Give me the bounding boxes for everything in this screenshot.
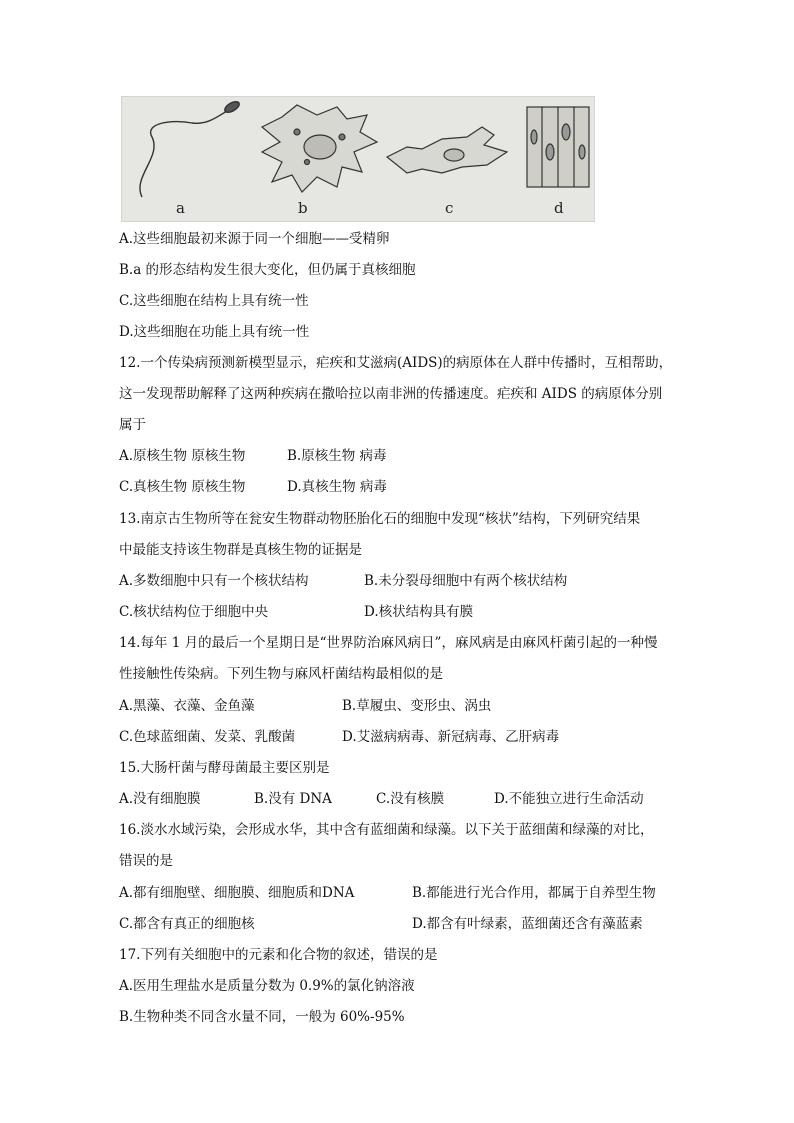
figure-label-c: c (445, 199, 454, 217)
q12-stem-line3: 属于 (119, 417, 146, 433)
q16-option-d: D.都含有叶绿素，蓝细菌还含有藻蓝素 (412, 916, 643, 932)
q15-option-a: A.没有细胞膜 (119, 791, 201, 807)
q15-option-d: D.不能独立进行生命活动 (494, 791, 644, 807)
q12-option-b: B.原核生物 病毒 (287, 448, 387, 464)
columnar-cells-drawing (527, 107, 589, 187)
q12-stem-line1: 12.一个传染病预测新模型显示，疟疾和艾滋病(AIDS)的病原体在人群中传播时，互相帮助， (119, 355, 673, 371)
q16-stem-line1: 16.淡水水域污染，会形成水华，其中含有蓝细菌和绿藻。以下关于蓝细菌和绿藻的对比， (119, 822, 654, 838)
q14-stem-line2: 性接触性传染病。下列生物与麻风杆菌结构最相似的是 (119, 666, 443, 682)
figure-label-a: a (176, 199, 185, 217)
figure-label-b: b (298, 199, 308, 217)
branched-cell-drawing (262, 105, 377, 192)
q17-option-a: A.医用生理盐水是质量分数为 0.9%的氯化钠溶液 (119, 978, 415, 994)
q14-option-d: D.艾滋病病毒、新冠病毒、乙肝病毒 (342, 729, 560, 745)
q16-option-a: A.都有细胞壁、细胞膜、细胞质和DNA (119, 885, 355, 901)
q13-option-d: D.核状结构具有膜 (364, 604, 474, 620)
figure-label-d: d (554, 199, 564, 217)
q15-option-c: C.没有核膜 (376, 791, 445, 807)
q12-option-c: C.真核生物 原核生物 (119, 479, 246, 495)
q11-option-a: A.这些细胞最初来源于同一个细胞——受精卵 (119, 231, 390, 247)
q13-stem-line2: 中最能支持该生物群是真核生物的证据是 (119, 542, 362, 558)
q11-option-d: D.这些细胞在功能上具有统一性 (119, 324, 310, 340)
q13-option-c: C.核状结构位于细胞中央 (119, 604, 269, 620)
q12-option-a: A.原核生物 原核生物 (119, 448, 246, 464)
q15-stem: 15.大肠杆菌与酵母菌最主要区别是 (119, 760, 330, 776)
elongated-cell-drawing (387, 127, 507, 173)
q12-option-d: D.真核生物 病毒 (287, 479, 387, 495)
q16-option-b: B.都能进行光合作用，都属于自养型生物 (412, 885, 656, 901)
q13-stem-line1: 13.南京古生物所等在瓮安生物群动物胚胎化石的细胞中发现“核状”结构，下列研究结果 (119, 511, 641, 527)
q11-option-b: B.a 的形态结构发生很大变化，但仍属于真核细胞 (119, 262, 416, 278)
sperm-cell-drawing (140, 100, 241, 197)
cell-drawings (122, 97, 594, 221)
q17-option-b: B.生物种类不同含水量不同，一般为 60%-95% (119, 1009, 405, 1025)
q14-stem-line1: 14.每年 1 月的最后一个星期日是“世界防治麻风病日”，麻风病是由麻风杆菌引起的一种慢 (119, 635, 658, 651)
cell-figure (121, 96, 595, 222)
q14-option-c: C.色球蓝细菌、发菜、乳酸菌 (119, 729, 296, 745)
q15-option-b: B.没有 DNA (254, 791, 332, 807)
q13-option-a: A.多数细胞中只有一个核状结构 (119, 573, 309, 589)
q14-option-a: A.黑藻、衣藻、金鱼藻 (119, 698, 255, 714)
q11-option-c: C.这些细胞在结构上具有统一性 (119, 293, 309, 309)
q12-stem-line2: 这一发现帮助解释了这两种疾病在撒哈拉以南非洲的传播速度。疟疾和 AIDS 的病原体分别 (119, 386, 663, 402)
q16-option-c: C.都含有真正的细胞核 (119, 916, 255, 932)
q14-option-b: B.草履虫、变形虫、涡虫 (342, 698, 492, 714)
q17-stem: 17.下列有关细胞中的元素和化合物的叙述，错误的是 (119, 947, 438, 963)
q13-option-b: B.未分裂母细胞中有两个核状结构 (364, 573, 568, 589)
q16-stem-line2: 错误的是 (119, 853, 173, 869)
